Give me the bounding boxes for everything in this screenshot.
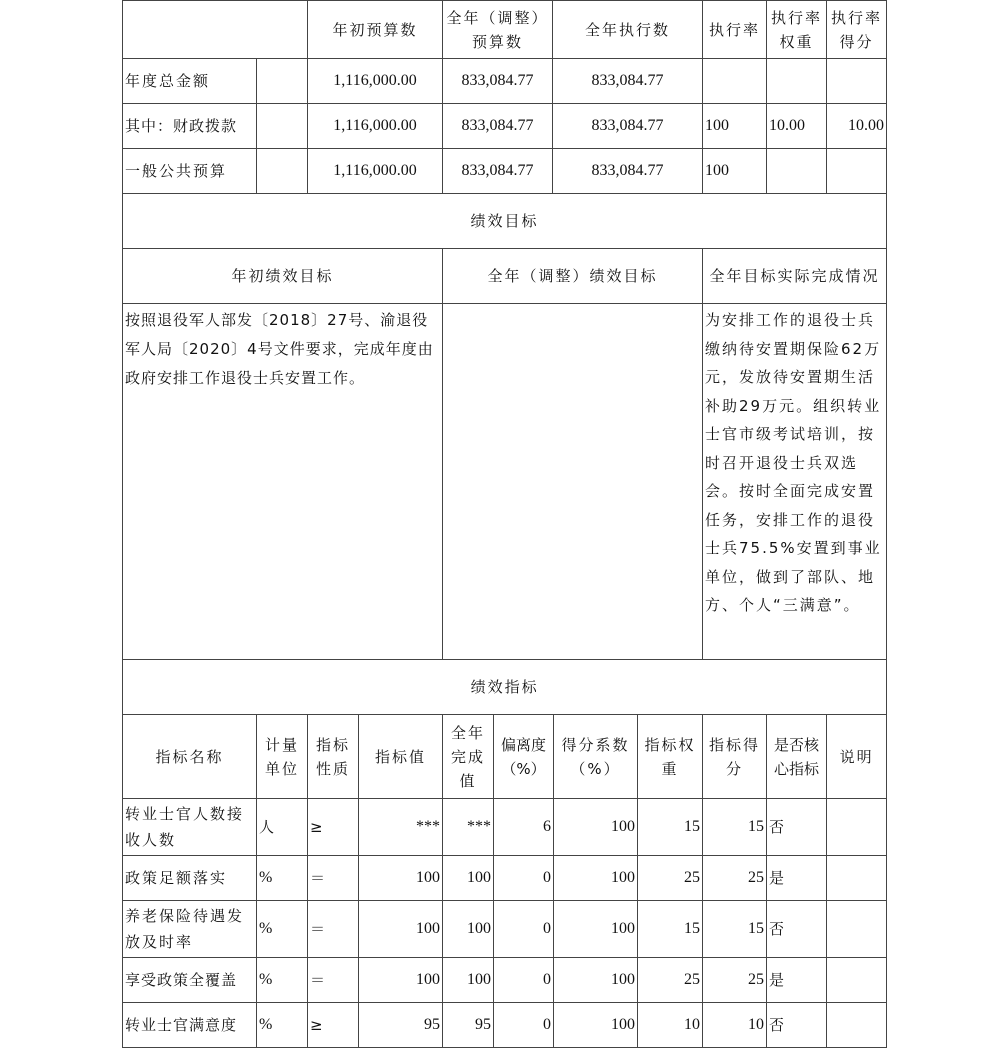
budget-row-score [827,149,887,194]
indicator-score: 10 [703,1003,767,1048]
budget-row-rate: 100 [703,149,767,194]
indicator-coef: 100 [554,856,638,901]
adjusted-goal-text [443,304,703,660]
indicator-unit: 人 [257,799,308,856]
header-score-coef: 得分系数（%） [554,715,638,799]
budget-row-blank [257,104,308,149]
header-score: 指标得分 [703,715,767,799]
indicator-note [827,901,887,958]
budget-row-adjusted: 833,084.77 [443,104,553,149]
indicator-name: 养老保险待遇发放及时率 [123,901,257,958]
indicator-target: *** [359,799,443,856]
indicator-coef: 100 [554,1003,638,1048]
budget-row-rate: 100 [703,104,767,149]
indicators-header-row [123,715,887,799]
indicator-core: 否 [767,901,827,958]
header-is-core: 是否核心指标 [767,715,827,799]
header-weight: 指标权重 [638,715,703,799]
header-initial-budget: 年初预算数 [308,1,443,59]
header-target-value: 指标值 [359,715,443,799]
indicator-nature: ≥ [308,799,359,856]
budget-row [123,149,887,194]
indicator-weight: 10 [638,1003,703,1048]
header-actual-value: 全年完成值 [443,715,494,799]
budget-row-executed: 833,084.77 [553,59,703,104]
header-rate-weight: 执行率权重 [767,1,827,59]
budget-header-row [123,1,887,59]
indicator-nature: ≥ [308,1003,359,1048]
indicator-coef: 100 [554,799,638,856]
indicator-actual: 100 [443,958,494,1003]
budget-row-weight: 10.00 [767,104,827,149]
indicator-nature: ＝ [308,856,359,901]
performance-report [122,0,886,1048]
indicator-weight: 15 [638,901,703,958]
budget-row-executed: 833,084.77 [553,104,703,149]
indicators-table [122,659,887,1048]
indicator-score: 25 [703,856,767,901]
header-nature: 指标性质 [308,715,359,799]
indicator-deviation: 0 [494,1003,554,1048]
indicator-score: 15 [703,901,767,958]
indicator-unit: % [257,901,308,958]
header-deviation: 偏离度（%） [494,715,554,799]
budget-row-rate [703,59,767,104]
header-initial-goal: 年初绩效目标 [123,249,443,304]
budget-table [122,0,887,194]
budget-row-adjusted: 833,084.77 [443,59,553,104]
indicator-score: 15 [703,799,767,856]
indicator-actual: 100 [443,856,494,901]
indicator-name: 政策足额落实 [123,856,257,901]
indicator-unit: % [257,856,308,901]
indicator-target: 95 [359,1003,443,1048]
indicator-weight: 25 [638,856,703,901]
goals-table [122,193,887,660]
budget-row-score [827,59,887,104]
indicator-deviation: 0 [494,901,554,958]
indicator-deviation: 0 [494,856,554,901]
indicator-coef: 100 [554,901,638,958]
budget-row-score: 10.00 [827,104,887,149]
indicator-row [123,856,887,901]
indicator-target: 100 [359,958,443,1003]
budget-row-initial: 1,116,000.00 [308,149,443,194]
indicator-row [123,799,887,856]
indicator-nature: ＝ [308,901,359,958]
budget-row-label: 其中：财政拨款 [123,104,257,149]
indicator-note [827,799,887,856]
header-indicator-name: 指标名称 [123,715,257,799]
budget-row-adjusted: 833,084.77 [443,149,553,194]
indicator-core: 是 [767,856,827,901]
indicator-name: 转业士官人数接收人数 [123,799,257,856]
indicator-row [123,1003,887,1048]
indicator-actual: 95 [443,1003,494,1048]
indicator-note [827,856,887,901]
budget-row [123,59,887,104]
indicator-target: 100 [359,856,443,901]
budget-row-blank [257,59,308,104]
indicator-core: 否 [767,799,827,856]
goals-section-title: 绩效目标 [123,194,887,249]
indicator-name: 转业士官满意度 [123,1003,257,1048]
budget-row-initial: 1,116,000.00 [308,104,443,149]
header-actual-completion: 全年目标实际完成情况 [703,249,887,304]
indicator-target: 100 [359,901,443,958]
header-rate: 执行率 [703,1,767,59]
indicator-row [123,958,887,1003]
initial-goal-text: 按照退役军人部发〔2018〕27号、渝退役军人局〔2020〕4号文件要求，完成年度由政府安排工作退役士兵安置工作。 [123,304,443,660]
actual-completion-text: 为安排工作的退役士兵缴纳待安置期保险62万元，发放待安置期生活补助29万元。组织转业士官市级考试培训，按时召开退役士兵双选会。按时全面完成安置任务，安排工作的退役士兵75.5%安置到事业单位，做到了部队、地方、个人“三满意”。 [703,304,887,660]
budget-header-blank [123,1,308,59]
indicator-core: 否 [767,1003,827,1048]
indicator-note [827,1003,887,1048]
budget-row-weight [767,149,827,194]
budget-row-weight [767,59,827,104]
indicator-note [827,958,887,1003]
header-adjusted-goal: 全年（调整）绩效目标 [443,249,703,304]
indicator-unit: % [257,1003,308,1048]
indicator-score: 25 [703,958,767,1003]
indicator-row [123,901,887,958]
budget-row-label: 年度总金额 [123,59,257,104]
indicator-weight: 25 [638,958,703,1003]
header-rate-score: 执行率得分 [827,1,887,59]
budget-row-initial: 1,116,000.00 [308,59,443,104]
indicator-actual: 100 [443,901,494,958]
header-executed: 全年执行数 [553,1,703,59]
budget-row [123,104,887,149]
header-note: 说明 [827,715,887,799]
indicator-weight: 15 [638,799,703,856]
indicators-section-title: 绩效指标 [123,660,887,715]
budget-row-label: 一般公共预算 [123,149,257,194]
header-adjusted-budget: 全年（调整）预算数 [443,1,553,59]
indicator-core: 是 [767,958,827,1003]
indicator-deviation: 6 [494,799,554,856]
indicator-actual: *** [443,799,494,856]
budget-row-executed: 833,084.77 [553,149,703,194]
indicator-deviation: 0 [494,958,554,1003]
indicator-nature: ＝ [308,958,359,1003]
header-unit: 计量单位 [257,715,308,799]
budget-row-blank [257,149,308,194]
indicator-name: 享受政策全覆盖 [123,958,257,1003]
indicator-coef: 100 [554,958,638,1003]
indicator-unit: % [257,958,308,1003]
